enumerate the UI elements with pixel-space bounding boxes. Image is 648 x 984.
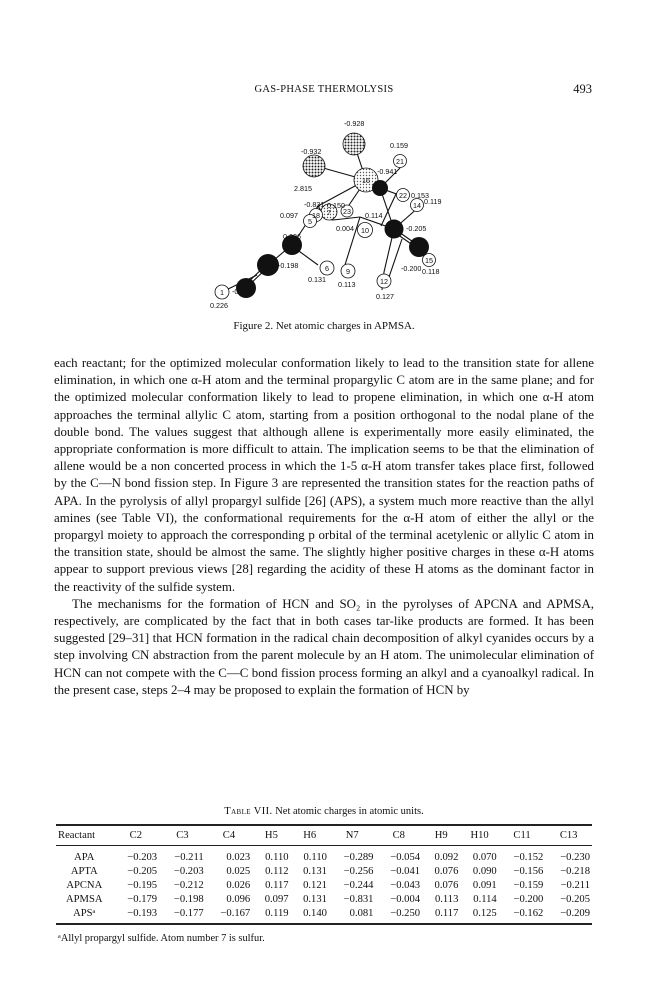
charge-label: -0.179 (232, 287, 253, 296)
table-cell: 0.090 (472, 866, 497, 877)
molecule-diagram (188, 108, 458, 318)
atom-number: 12 (380, 277, 388, 286)
table-cell: 0.117 (434, 908, 459, 919)
atom-number: 14 (413, 201, 421, 210)
table-cell: 0.026 (226, 880, 251, 891)
atom-number: 10 (361, 226, 369, 235)
table-cell: 0.070 (472, 852, 497, 863)
column-header: C2 (129, 830, 143, 841)
table-cell: 0.114 (473, 894, 497, 905)
atom-number: 7 (327, 208, 331, 217)
table-cell: −0.177 (173, 908, 204, 919)
table-cell: 0.076 (434, 880, 459, 891)
charge-label: 0.004 (336, 224, 354, 233)
table-cell: −0.250 (390, 908, 421, 919)
charge-label: -0.928 (344, 119, 365, 128)
table-cell: −0.004 (390, 894, 421, 905)
column-header: H5 (264, 830, 278, 841)
table-cell: 0.113 (434, 894, 459, 905)
page-number: 493 (573, 82, 592, 96)
atom-number: 9 (346, 267, 350, 276)
atom-number: 18 (312, 211, 320, 220)
column-header: C8 (392, 830, 405, 841)
paragraph: The mechanisms for the formation of HCN and SO₂ in the pyrolyses of APCNA and APMSA, respectively, are complicated by the fact that in both cases tar-like products are formed. It has been suggested [29–31] that HCN formation in the radical chain decomposition of alkyl cyanides occurs by a step involving CN abstraction from the parent molecule by an H atom. The unimolecular elimination of HCN can not compete with the C—C bond fission process forming an alkyl and a cyanoalkyl radical. In the present case, steps 2–4 may be proposed to explain the formation of HCN by (54, 596, 594, 697)
charge-label: 0.150 (327, 201, 345, 210)
table-label: Table VII. (224, 806, 273, 817)
table-cell: −0.230 (560, 852, 590, 863)
column-header: H10 (470, 830, 489, 841)
atom-number: 23 (343, 207, 351, 216)
table-cell: −0.152 (513, 852, 544, 863)
table-cell: 0.117 (265, 880, 289, 891)
table-row (56, 893, 592, 907)
table-cell: 0.096 (226, 894, 251, 905)
charge-label: 0.097 (280, 211, 298, 220)
table-cell: −0.167 (220, 908, 251, 919)
charge-label: -0.200 (401, 264, 422, 273)
table-cell: 0.140 (303, 908, 327, 919)
table-cell: −0.211 (560, 880, 590, 891)
table-cell: −0.289 (343, 852, 374, 863)
running-title: GAS-PHASE THERMOLYSIS (254, 84, 394, 95)
table-cell: −0.156 (513, 866, 544, 877)
table-cell: −0.179 (127, 894, 158, 905)
table-cell: −0.211 (174, 852, 204, 863)
atom-number: 21 (396, 157, 404, 166)
charges-table (56, 824, 592, 925)
table-row (56, 879, 592, 893)
charge-label: 0.114 (365, 211, 383, 220)
charge-label: 0.159 (390, 141, 408, 150)
table-cell: 0.112 (265, 866, 289, 877)
body-text (54, 355, 594, 699)
table-row (56, 907, 592, 925)
table-cell: −0.041 (390, 866, 421, 877)
table-cell: APSᵃ (73, 908, 96, 919)
charge-label: 0.096 (283, 232, 301, 241)
table-cell: −0.193 (127, 908, 158, 919)
table-cell: 0.121 (303, 880, 327, 891)
table-cell: 0.081 (349, 908, 374, 919)
table-cell: 0.131 (303, 866, 327, 877)
figure-caption: Figure 2. Net atomic charges in APMSA. (233, 320, 415, 332)
table-cell: 0.091 (472, 880, 497, 891)
table-footnote: ᵃAllyl propargyl sulfide. Atom number 7 is sulfur. (58, 933, 265, 944)
charge-label: 0.226 (210, 301, 228, 310)
table-cell: 0.097 (264, 894, 289, 905)
table-cell: −0.198 (173, 894, 204, 905)
charges-table-block (56, 806, 592, 944)
table-cell: −0.203 (173, 866, 204, 877)
table-cell: 0.110 (265, 852, 289, 863)
table-cell: −0.256 (343, 866, 374, 877)
table-cell: −0.212 (173, 880, 204, 891)
charge-label: 0.127 (376, 292, 394, 301)
table-cell: −0.043 (390, 880, 421, 891)
table-cell: −0.203 (127, 852, 158, 863)
atom-number: 22 (399, 191, 407, 200)
table-cell: 0.076 (434, 866, 459, 877)
table-cell: APCNA (66, 880, 103, 891)
table-cell: −0.209 (560, 908, 590, 919)
table-cell: −0.218 (560, 866, 590, 877)
paragraph: each reactant; for the optimized molecular conformation likely to lead to the transition state for allene elimination, in which one α-H atom and the terminal propargylic C atom are in the same plane; and for the optimized molecular conformation likely to lead to propene elimination, in which one α-H atom approaches the terminal allylic C atom, starting from a position orthogonal to the nodal plane of the double bond. The values suggest that although allene is experimentally more easily eliminated, the appropriate conformation is more difficult to attain. The implication seems to be that the elimination of allene would be a non concerted process in which the 1-5 α-H atom transfer takes place first, followed by the C—N bond fission step. In Figure 3 are represented the transition states for the reaction paths of APA. In the pyrolysis of allyl propargyl sulfide [26] (APS), a system much more reactive than the allyl amines (see Table VI), the conformational requirements for the α-H atom of either the allyl or the propargyl moiety to approach the corresponding p orbital of the terminal acetylenic or allylic C atom in the transition state, should be almost the same. The slightly higher positive charges in these α-H atoms appear to support previous views [28] regarding the acidity of these H atoms as the dominant factor in the reactivity of the sulfide system. (54, 356, 594, 594)
table-cell: −0.195 (127, 880, 158, 891)
column-header: Reactant (58, 830, 96, 841)
charge-label: 0.113 (338, 280, 356, 289)
table-cell: −0.200 (513, 894, 544, 905)
table-cell: APA (74, 852, 95, 863)
charge-label: 0.131 (308, 275, 326, 284)
charge-label: -0.932 (301, 147, 322, 156)
table-cell: −0.162 (513, 908, 544, 919)
table-cell: 0.023 (226, 852, 251, 863)
table-cell: −0.205 (560, 894, 590, 905)
molecule-figure (188, 108, 458, 318)
charge-label: 0.153 (411, 191, 429, 200)
column-header: N7 (345, 830, 359, 841)
table-cell: −0.159 (513, 880, 544, 891)
table-cell: 0.025 (226, 866, 251, 877)
column-header: H6 (303, 830, 317, 841)
table-cell: −0.054 (390, 852, 421, 863)
table-cell: 0.125 (472, 908, 497, 919)
table-cell: APTA (70, 866, 98, 877)
atom-number: 1 (220, 288, 224, 297)
atom-number: 5 (308, 217, 312, 226)
table-cell: −0.205 (127, 866, 158, 877)
table-cell: −0.244 (343, 880, 374, 891)
table-row (56, 846, 592, 865)
table-cell: APMSA (66, 894, 103, 905)
table-title-text: Net atomic charges in atomic units. (275, 806, 424, 817)
charge-label: -0.941 (377, 167, 398, 176)
table-cell: 0.110 (303, 852, 327, 863)
column-header: C11 (513, 830, 531, 841)
table-cell: −0.831 (343, 894, 374, 905)
column-header: C13 (559, 830, 578, 841)
column-header: C3 (176, 830, 189, 841)
charge-label: 0.119 (424, 197, 442, 206)
charge-label: -0.205 (406, 224, 427, 233)
table-cell: 0.131 (303, 894, 327, 905)
table-row (56, 865, 592, 879)
table-header-row (56, 825, 592, 846)
charge-label: 0.118 (422, 267, 440, 276)
atom-number: 15 (425, 256, 433, 265)
charge-label: -0.198 (278, 261, 299, 270)
charge-label: -0.831 (304, 200, 325, 209)
atom-number: 16 (362, 176, 370, 185)
table-cell: 0.119 (265, 908, 289, 919)
column-header: H9 (434, 830, 448, 841)
table-cell: 0.092 (434, 852, 459, 863)
column-header: C4 (222, 830, 236, 841)
table-title (56, 806, 592, 817)
atom-number: 6 (325, 264, 329, 273)
charge-label: 2.815 (294, 184, 312, 193)
